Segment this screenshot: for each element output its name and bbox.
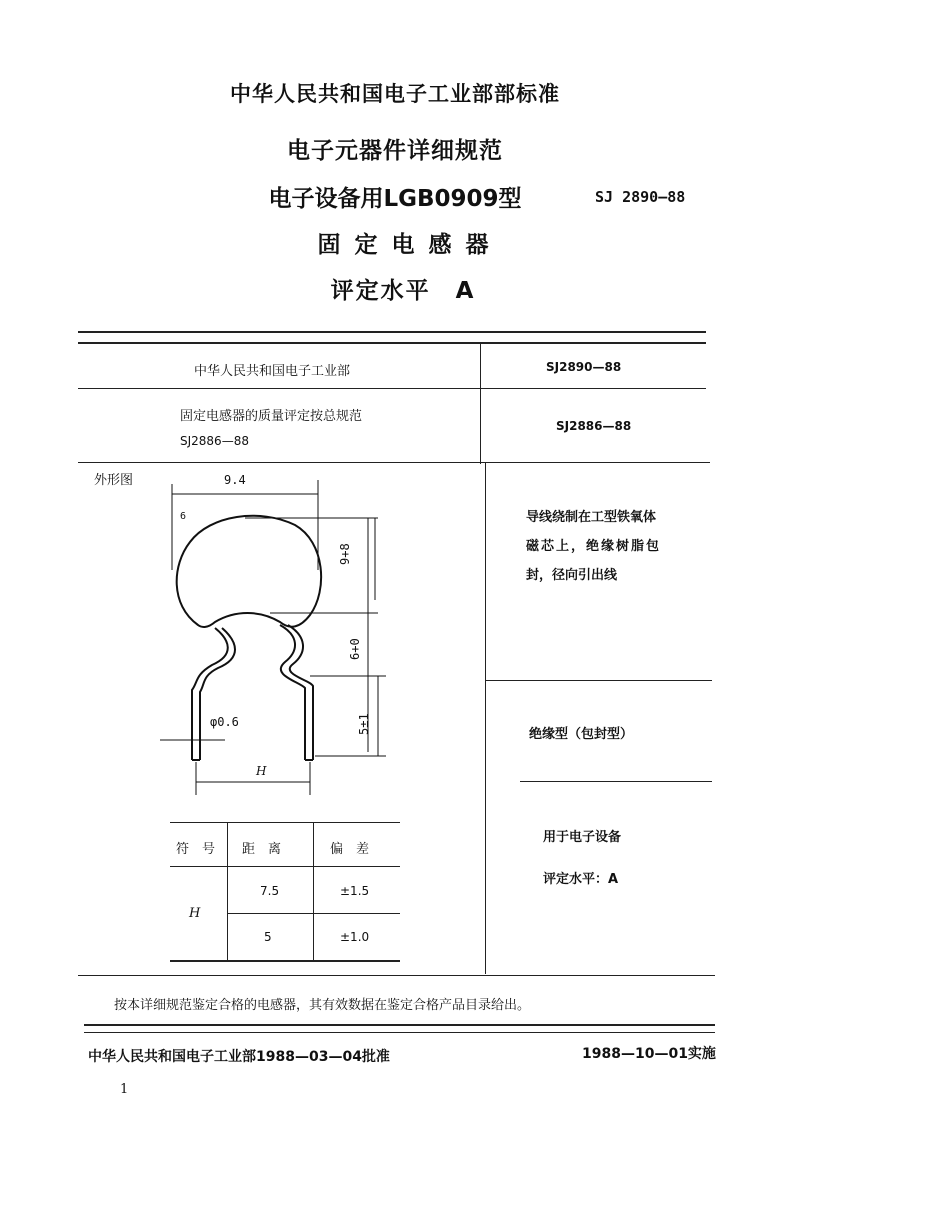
generic-spec-code: SJ2886—88	[556, 419, 632, 433]
dim-table-bottom	[170, 960, 400, 962]
dim-body-height: 9+8	[338, 543, 352, 565]
dim-table-symbol: H	[189, 906, 201, 921]
dim-table-header-rule	[170, 866, 400, 867]
generic-spec-number: SJ2886—88	[180, 434, 249, 448]
title-line-4: 评定水平 A	[330, 278, 476, 304]
dim-pitch: H	[256, 764, 267, 778]
center-divider	[480, 344, 481, 464]
qualification-note: 按本详细规范鉴定合格的电感器，其有效数据在鉴定合格产品目录给出。	[114, 998, 531, 1013]
dim-table-col1	[227, 822, 228, 961]
construction-description-2: 磁芯上，绝缘树脂包	[526, 539, 662, 554]
dim-table-col2	[313, 822, 314, 961]
inductor-type: 绝缘型（包封型）	[529, 727, 634, 742]
construction-description-1: 导线绕制在工型铁氧体	[526, 510, 657, 525]
dim-table-header-distance: 距 离	[242, 842, 282, 857]
page-number: 1	[120, 1082, 129, 1097]
dim-table-tolerance-2: ±1.0	[340, 930, 370, 944]
dim-width: 9.4	[224, 473, 246, 487]
top-rule	[78, 331, 706, 333]
top-rule-2	[78, 342, 706, 344]
note-rule-2	[84, 1032, 715, 1033]
outline-label: 外形图	[94, 473, 134, 488]
dim-table-header-symbol: 符 号	[176, 842, 216, 857]
outline-drawing	[150, 470, 400, 800]
assessment-level: 评定水平：A	[543, 872, 619, 887]
desc-rule	[486, 680, 712, 681]
row1-rule	[78, 388, 706, 389]
dim-lead-length: 5±1	[357, 713, 371, 735]
bottom-rule	[78, 975, 715, 976]
application: 用于电子设备	[543, 830, 622, 845]
dim-table-distance-1: 7.5	[260, 884, 280, 898]
dim-corner: 6	[180, 511, 187, 522]
title-line-1: 电子元器件详细规范	[287, 138, 503, 164]
issuing-department: 中华人民共和国电子工业部	[194, 364, 351, 379]
title-line-2: 电子设备用LGB0909型	[268, 186, 522, 212]
note-rule	[84, 1024, 715, 1026]
type-rule	[520, 781, 712, 782]
spec-number: SJ2890—88	[546, 360, 622, 374]
standard-code: SJ 2890—88	[595, 188, 686, 206]
dim-table-top	[170, 822, 400, 823]
approval-date: 中华人民共和国电子工业部1988—03—04批准	[88, 1049, 390, 1065]
dim-lead-diameter: φ0.6	[210, 715, 239, 729]
effective-date: 1988—10—01实施	[582, 1046, 716, 1062]
right-divider	[485, 462, 486, 974]
construction-description-3: 封，径向引出线	[526, 568, 618, 583]
dim-table-distance-2: 5	[264, 930, 272, 944]
dim-neck-height: 6+0	[348, 638, 362, 660]
dim-table-header-tolerance: 偏 差	[330, 842, 370, 857]
generic-spec-reference: 固定电感器的质量评定按总规范	[180, 409, 363, 424]
row2-rule	[78, 462, 710, 463]
title-line-3: 固定电感器	[317, 232, 503, 258]
standard-issuer: 中华人民共和国电子工业部部标准	[230, 82, 560, 106]
dim-table-row-rule	[228, 913, 400, 914]
dim-table-tolerance-1: ±1.5	[340, 884, 370, 898]
